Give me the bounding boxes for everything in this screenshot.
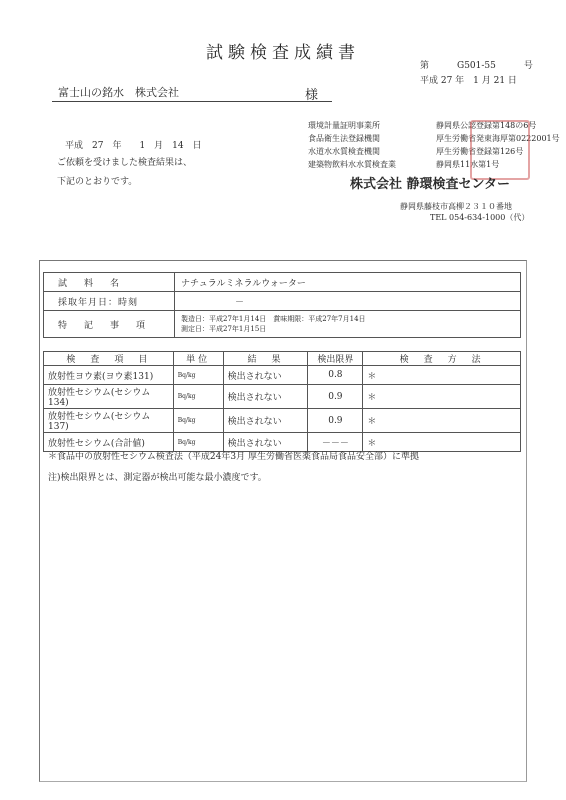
sample-name-label: 試 料 名 — [44, 273, 175, 292]
request-date: 平成 27 年 1 月 14 日 — [65, 141, 202, 151]
detection-limit: 0.9 — [308, 385, 363, 409]
test-item: 放射性セシウム(セシウム134) — [44, 385, 174, 409]
test-method: ＊ — [363, 433, 521, 452]
column-header-unit: 単位 — [173, 352, 223, 366]
special-notes-label: 特 記 事 項 — [44, 311, 175, 338]
unit: Bq/kg — [173, 385, 223, 409]
company-phone: TEL 054-634-1000（代） — [430, 213, 530, 222]
sample-info-table — [43, 272, 521, 338]
unit: Bq/kg — [173, 433, 223, 452]
company-seal-stamp — [470, 120, 530, 180]
special-notes-line: 測定日：平成27年1月15日 — [181, 325, 267, 333]
registration-label: 食品衛生法登録機関 — [308, 134, 380, 143]
registration-value: 厚生労働省発東海厚第0222001号 — [436, 134, 560, 143]
registration-value: 厚生労働省登録第126号 — [436, 147, 524, 156]
sampling-date-value: － — [175, 292, 521, 311]
table-row — [44, 273, 521, 292]
column-header-limit: 検出限界 — [308, 352, 363, 366]
result: 検出されない — [223, 409, 308, 433]
doc-number-prefix: 第 — [420, 61, 430, 71]
detection-limit-note: 注)検出限界とは、測定器が検出可能な最小濃度です。 — [48, 473, 267, 483]
registration-value: 静岡県11水第1号 — [436, 160, 500, 169]
issue-date: 平成 27 年 1 月 21 日 — [420, 76, 517, 86]
table-row — [44, 311, 521, 338]
column-header-result: 結 果 — [223, 352, 308, 366]
test-item: 放射性セシウム(合計値) — [44, 433, 174, 452]
document-number — [420, 58, 533, 71]
unit: Bq/kg — [173, 409, 223, 433]
result: 検出されない — [223, 433, 308, 452]
table-row — [44, 292, 521, 311]
intro-line-2: 下記のとおりです。 — [57, 177, 138, 187]
content-frame — [39, 260, 527, 782]
table-row — [44, 385, 521, 409]
test-method: ＊ — [363, 385, 521, 409]
sampling-date-label: 採取年月日：時刻 — [44, 292, 175, 311]
doc-number-suffix: 号 — [523, 61, 533, 71]
test-method: ＊ — [363, 409, 521, 433]
registration-label: 環境計量証明事業所 — [308, 121, 380, 130]
document-title: 試験検査成績書 — [206, 43, 360, 63]
test-item: 放射性ヨウ素(ヨウ素131) — [44, 366, 174, 385]
result: 検出されない — [223, 366, 308, 385]
unit: Bq/kg — [173, 366, 223, 385]
table-row — [44, 366, 521, 385]
test-method: ＊ — [363, 366, 521, 385]
results-table — [43, 351, 521, 452]
column-header-item: 検 査 項 目 — [44, 352, 174, 366]
doc-number-code: G501-55 — [457, 61, 496, 71]
table-row — [44, 409, 521, 433]
sample-name-value: ナチュラルミネラルウォーター — [175, 273, 521, 292]
registration-label: 水道水水質検査機関 — [308, 147, 380, 156]
result: 検出されない — [223, 385, 308, 409]
recipient-underline — [52, 101, 332, 102]
intro-line-1: ご依頼を受けました検査結果は、 — [57, 158, 193, 168]
registration-label: 建築物飲料水水質検査業 — [308, 160, 396, 169]
recipient-name: 富士山の銘水 株式会社 — [58, 86, 179, 99]
detection-limit: －－－ — [308, 433, 363, 452]
results-header-row — [44, 352, 521, 366]
special-notes-line: 製造日：平成27年1月14日 賞味期限：平成27年7月14日 — [181, 315, 366, 323]
company-name: 株式会社 静環検査センター — [350, 177, 511, 192]
registration-value: 静岡県公認登録第148の6号 — [436, 121, 537, 130]
recipient-honorific: 様 — [305, 88, 319, 103]
special-notes-value — [175, 311, 521, 338]
test-item: 放射性セシウム(セシウム137) — [44, 409, 174, 433]
detection-limit: 0.9 — [308, 409, 363, 433]
company-address: 静岡県藤枝市高柳２３１０番地 — [400, 202, 512, 211]
column-header-method: 検 査 方 法 — [363, 352, 521, 366]
method-note: ＊食品中の放射性セシウム検査法（平成24年3月 厚生労働省医薬食品局食品安全部）に準拠 — [48, 452, 419, 462]
detection-limit: 0.8 — [308, 366, 363, 385]
